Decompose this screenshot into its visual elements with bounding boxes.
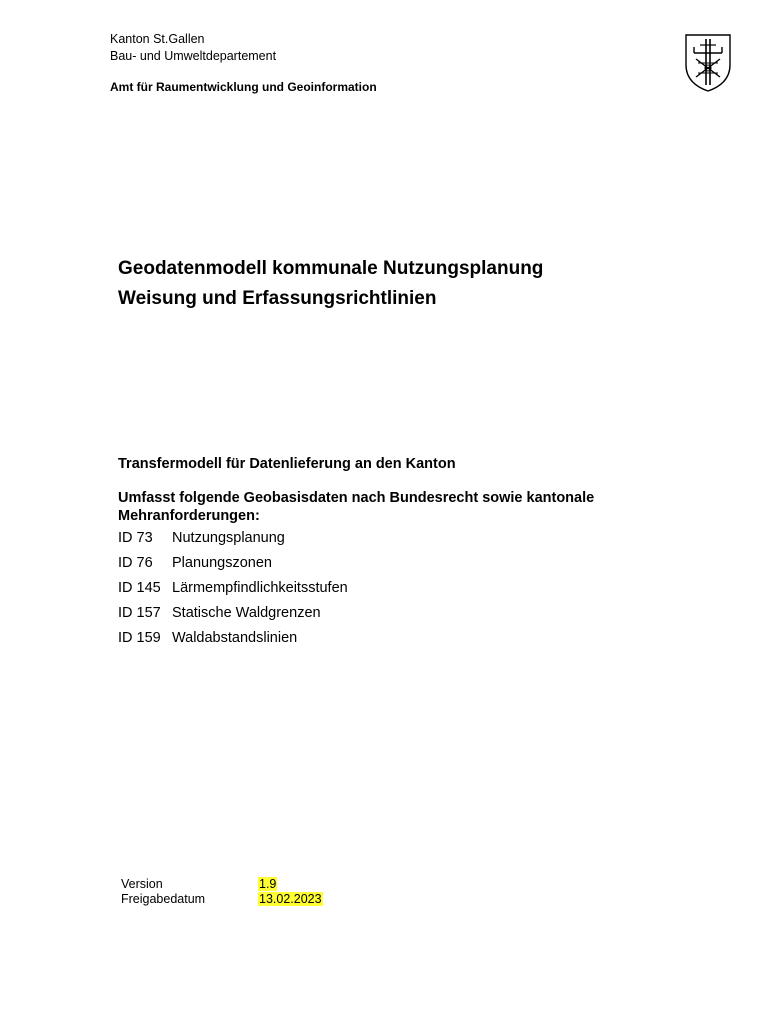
list-item: [118, 604, 321, 622]
document-subtitle: Weisung und Erfassungsrichtlinien: [118, 288, 437, 309]
id-name: Nutzungsplanung: [172, 530, 285, 546]
id-code: ID 73: [118, 530, 153, 546]
list-item: [118, 629, 297, 647]
id-code: ID 76: [118, 555, 153, 571]
list-item: [118, 579, 348, 597]
id-name: Planungszonen: [172, 555, 272, 571]
id-code: ID 145: [118, 580, 161, 596]
id-code: ID 159: [118, 630, 161, 646]
id-name: Waldabstandslinien: [172, 630, 298, 646]
document-title: Geodatenmodell kommunale Nutzungsplanung: [118, 258, 544, 279]
id-code: ID 157: [118, 605, 161, 621]
canton-name: Kanton St.Gallen: [110, 32, 205, 46]
list-item: [118, 529, 285, 547]
id-name: Lärmempfindlichkeitsstufen: [172, 580, 348, 596]
office-name: Amt für Raumentwicklung und Geoinformation: [110, 80, 377, 94]
version-value: 1.9: [259, 877, 277, 891]
list-item: [118, 554, 272, 572]
id-name: Statische Waldgrenzen: [172, 605, 321, 621]
release-date-label: Freigabedatum: [121, 892, 206, 906]
st-gallen-coat-of-arms-icon: [684, 33, 732, 93]
transfer-model-heading: Transfermodell für Datenlieferung an den Kanton: [118, 456, 456, 472]
version-label: Version: [121, 877, 163, 891]
scope-heading: Umfasst folgende Geobasisdaten nach Bundesrecht sowie kantonale Mehranforderungen:: [118, 490, 595, 524]
release-date-value: 13.02.2023: [259, 892, 322, 906]
department-name: Bau- und Umweltdepartement: [110, 49, 277, 63]
release-date-row: [121, 892, 323, 907]
version-row: [121, 877, 277, 892]
